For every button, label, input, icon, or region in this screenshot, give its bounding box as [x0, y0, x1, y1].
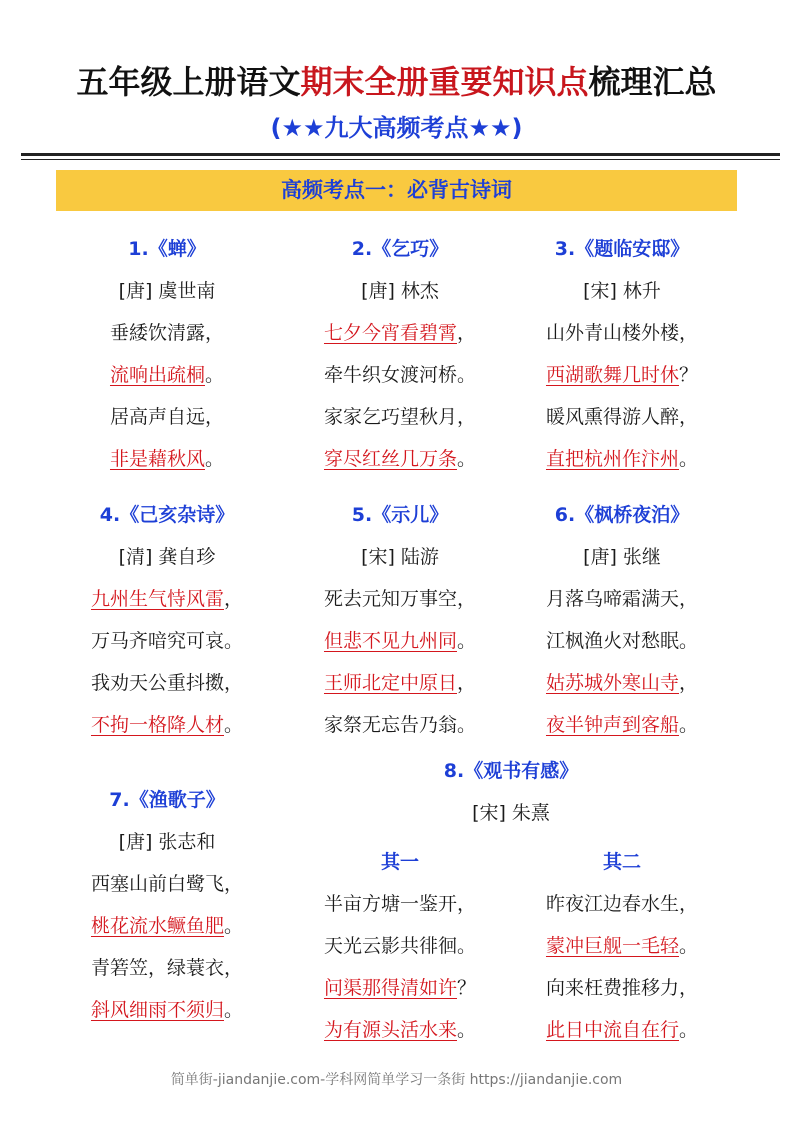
poem-line — [56, 947, 278, 989]
poem-line — [289, 704, 511, 746]
poem-author: [宋] 朱熹 — [472, 802, 550, 824]
title-part-1: 五年级上册语文 — [76, 63, 301, 101]
poem-line — [511, 662, 733, 704]
verse-punctuation: 。 — [457, 714, 477, 736]
poem-line — [289, 438, 511, 480]
verse-text: 家家乞巧望秋月 — [323, 406, 457, 428]
poem-author: [唐] 张继 — [583, 546, 661, 568]
poem-title: 2.《乞巧》 — [351, 238, 449, 260]
verse-punctuation: ， — [457, 322, 477, 344]
highlighted-verse: 桃花流水鳜鱼肥 — [90, 915, 224, 937]
verse-punctuation: ， — [457, 893, 477, 915]
verse-punctuation: 。 — [457, 448, 477, 470]
poem-author: [唐] 林杰 — [361, 280, 439, 302]
highlighted-verse: 西湖歌舞几时休 — [545, 364, 679, 386]
poem-line — [511, 1009, 733, 1051]
highlighted-verse: 但悲不见九州同 — [323, 630, 457, 652]
poem-author: [唐] 张志和 — [118, 831, 216, 853]
highlighted-verse: 九州生气恃风雷 — [90, 588, 224, 610]
verse-punctuation: ， — [457, 672, 477, 694]
poem-line — [56, 905, 278, 947]
poem-1 — [56, 228, 278, 480]
highlighted-verse: 蒙冲巨舰一毛轻 — [545, 935, 679, 957]
verse-punctuation: ， — [457, 406, 477, 428]
highlighted-verse: 斜风细雨不须归 — [90, 999, 224, 1021]
poem-author: [唐] 虞世南 — [118, 280, 216, 302]
poem-line — [56, 396, 278, 438]
verse-punctuation: ？ — [457, 977, 477, 999]
poem-line — [511, 354, 733, 396]
verse-punctuation: ， — [679, 977, 699, 999]
verse-text: 江枫渔火对愁眠 — [545, 630, 679, 652]
verse-punctuation: ？ — [679, 364, 699, 386]
poem-line — [289, 354, 511, 396]
poem-title: 4.《己亥杂诗》 — [99, 504, 235, 526]
poem-line — [511, 396, 733, 438]
verse-punctuation: ， — [205, 406, 225, 428]
page-title — [0, 58, 793, 106]
verse-punctuation: 。 — [679, 630, 699, 652]
highlighted-verse: 王师北定中原日 — [323, 672, 457, 694]
verse-punctuation: 。 — [679, 448, 699, 470]
poem-line — [511, 312, 733, 354]
poem-line — [511, 578, 733, 620]
highlighted-verse: 直把杭州作汴州 — [545, 448, 679, 470]
poem-line — [289, 312, 511, 354]
poem-line — [289, 578, 511, 620]
verse-text: 死去元知万事空 — [323, 588, 457, 610]
poem-2 — [289, 228, 511, 480]
poem-8-part-1 — [289, 841, 511, 1051]
verse-text: 我劝天公重抖擞 — [90, 672, 224, 694]
poem-line — [56, 620, 278, 662]
poem-title: 7.《渔歌子》 — [109, 789, 225, 811]
highlighted-verse: 为有源头活水来 — [323, 1019, 457, 1041]
verse-punctuation: 。 — [457, 935, 477, 957]
highlighted-verse: 此日中流自在行 — [545, 1019, 679, 1041]
part-title: 其二 — [602, 851, 641, 873]
verse-text: 家祭无忘告乃翁 — [323, 714, 457, 736]
verse-punctuation: ， — [224, 873, 244, 895]
highlighted-verse: 非是藉秋风 — [109, 448, 205, 470]
poem-line — [56, 312, 278, 354]
verse-text: 昨夜江边春水生 — [545, 893, 679, 915]
verse-punctuation: 。 — [457, 630, 477, 652]
title-part-2: 期末全册重要知识点 — [300, 63, 589, 101]
page-subtitle: (★★九大高频考点★★) — [270, 114, 523, 142]
verse-punctuation: ， — [224, 588, 244, 610]
poem-author: [清] 龚自珍 — [118, 546, 216, 568]
poem-line — [511, 438, 733, 480]
poem-line — [289, 662, 511, 704]
poem-line — [511, 967, 733, 1009]
verse-punctuation: 。 — [679, 935, 699, 957]
poem-author: [宋] 林升 — [583, 280, 661, 302]
poem-line — [56, 578, 278, 620]
poem-5 — [289, 494, 511, 746]
poem-line — [56, 354, 278, 396]
verse-punctuation: 。 — [205, 364, 225, 386]
verse-text: 向来枉费推移力 — [545, 977, 679, 999]
verse-punctuation: ， — [679, 322, 699, 344]
verse-punctuation: ， — [679, 893, 699, 915]
poem-line — [511, 883, 733, 925]
verse-punctuation: ， — [205, 322, 225, 344]
verse-text: 居高声自远 — [109, 406, 205, 428]
verse-text: 西塞山前白鹭飞 — [90, 873, 224, 895]
poem-line — [289, 883, 511, 925]
poem-line — [511, 704, 733, 746]
verse-text: 牵牛织女渡河桥 — [323, 364, 457, 386]
highlighted-verse: 穿尽红丝几万条 — [323, 448, 457, 470]
poem-title: 6.《枫桥夜泊》 — [554, 504, 690, 526]
verse-text: 暖风熏得游人醉 — [545, 406, 679, 428]
verse-text: 半亩方塘一鉴开 — [323, 893, 457, 915]
poem-title: 3.《题临安邸》 — [554, 238, 690, 260]
poem-4 — [56, 494, 278, 746]
verse-text: 月落乌啼霜满天 — [545, 588, 679, 610]
poem-line — [511, 620, 733, 662]
section-banner: 高频考点一：必背古诗词 — [56, 170, 737, 211]
verse-punctuation: 。 — [205, 448, 225, 470]
verse-punctuation: 。 — [224, 714, 244, 736]
verse-punctuation: ， — [679, 672, 699, 694]
verse-punctuation: ， — [457, 588, 477, 610]
poem-8-header — [289, 750, 733, 834]
poem-8-part-2 — [511, 841, 733, 1051]
poem-title: 8.《观书有感》 — [443, 760, 579, 782]
verse-punctuation: ， — [679, 588, 699, 610]
verse-text: 山外青山楼外楼 — [545, 322, 679, 344]
poem-line — [56, 704, 278, 746]
poem-3 — [511, 228, 733, 480]
verse-text: 天光云影共徘徊 — [323, 935, 457, 957]
divider-thin — [21, 159, 780, 160]
poem-title: 5.《示儿》 — [351, 504, 449, 526]
title-part-3: 梳理汇总 — [588, 63, 717, 101]
poem-line — [289, 925, 511, 967]
verse-punctuation: 。 — [679, 714, 699, 736]
highlighted-verse: 姑苏城外寒山寺 — [545, 672, 679, 694]
verse-punctuation: ， — [679, 406, 699, 428]
poem-line — [289, 620, 511, 662]
highlighted-verse: 夜半钟声到客船 — [545, 714, 679, 736]
verse-punctuation: 。 — [457, 364, 477, 386]
poem-6 — [511, 494, 733, 746]
verse-punctuation: ， — [224, 957, 244, 979]
verse-punctuation: ， — [224, 672, 244, 694]
poem-line — [56, 989, 278, 1031]
poem-line — [289, 967, 511, 1009]
poem-author: [宋] 陆游 — [361, 546, 439, 568]
verse-punctuation: 。 — [679, 1019, 699, 1041]
highlighted-verse: 七夕今宵看碧霄 — [323, 322, 457, 344]
verse-punctuation: 。 — [224, 999, 244, 1021]
verse-text: 青箬笠，绿蓑衣 — [90, 957, 224, 979]
divider-thick — [21, 153, 780, 156]
verse-punctuation: 。 — [457, 1019, 477, 1041]
poem-line — [289, 1009, 511, 1051]
highlighted-verse: 流响出疏桐 — [109, 364, 205, 386]
poem-7 — [56, 779, 278, 1031]
poem-title: 1.《蝉》 — [128, 238, 206, 260]
poem-line — [56, 438, 278, 480]
verse-punctuation: 。 — [224, 630, 244, 652]
poem-line — [56, 863, 278, 905]
poem-line — [56, 662, 278, 704]
poem-line — [511, 925, 733, 967]
verse-text: 垂緌饮清露 — [109, 322, 205, 344]
highlighted-verse: 问渠那得清如许 — [323, 977, 457, 999]
page-footer: 简单街-jiandanjie.com-学科网简单学习一条街 https://jiandanjie.com — [170, 1072, 623, 1088]
highlighted-verse: 不拘一格降人材 — [90, 714, 224, 736]
verse-text: 万马齐喑究可哀 — [90, 630, 224, 652]
verse-punctuation: 。 — [224, 915, 244, 937]
poem-line — [289, 396, 511, 438]
part-title: 其一 — [380, 851, 419, 873]
